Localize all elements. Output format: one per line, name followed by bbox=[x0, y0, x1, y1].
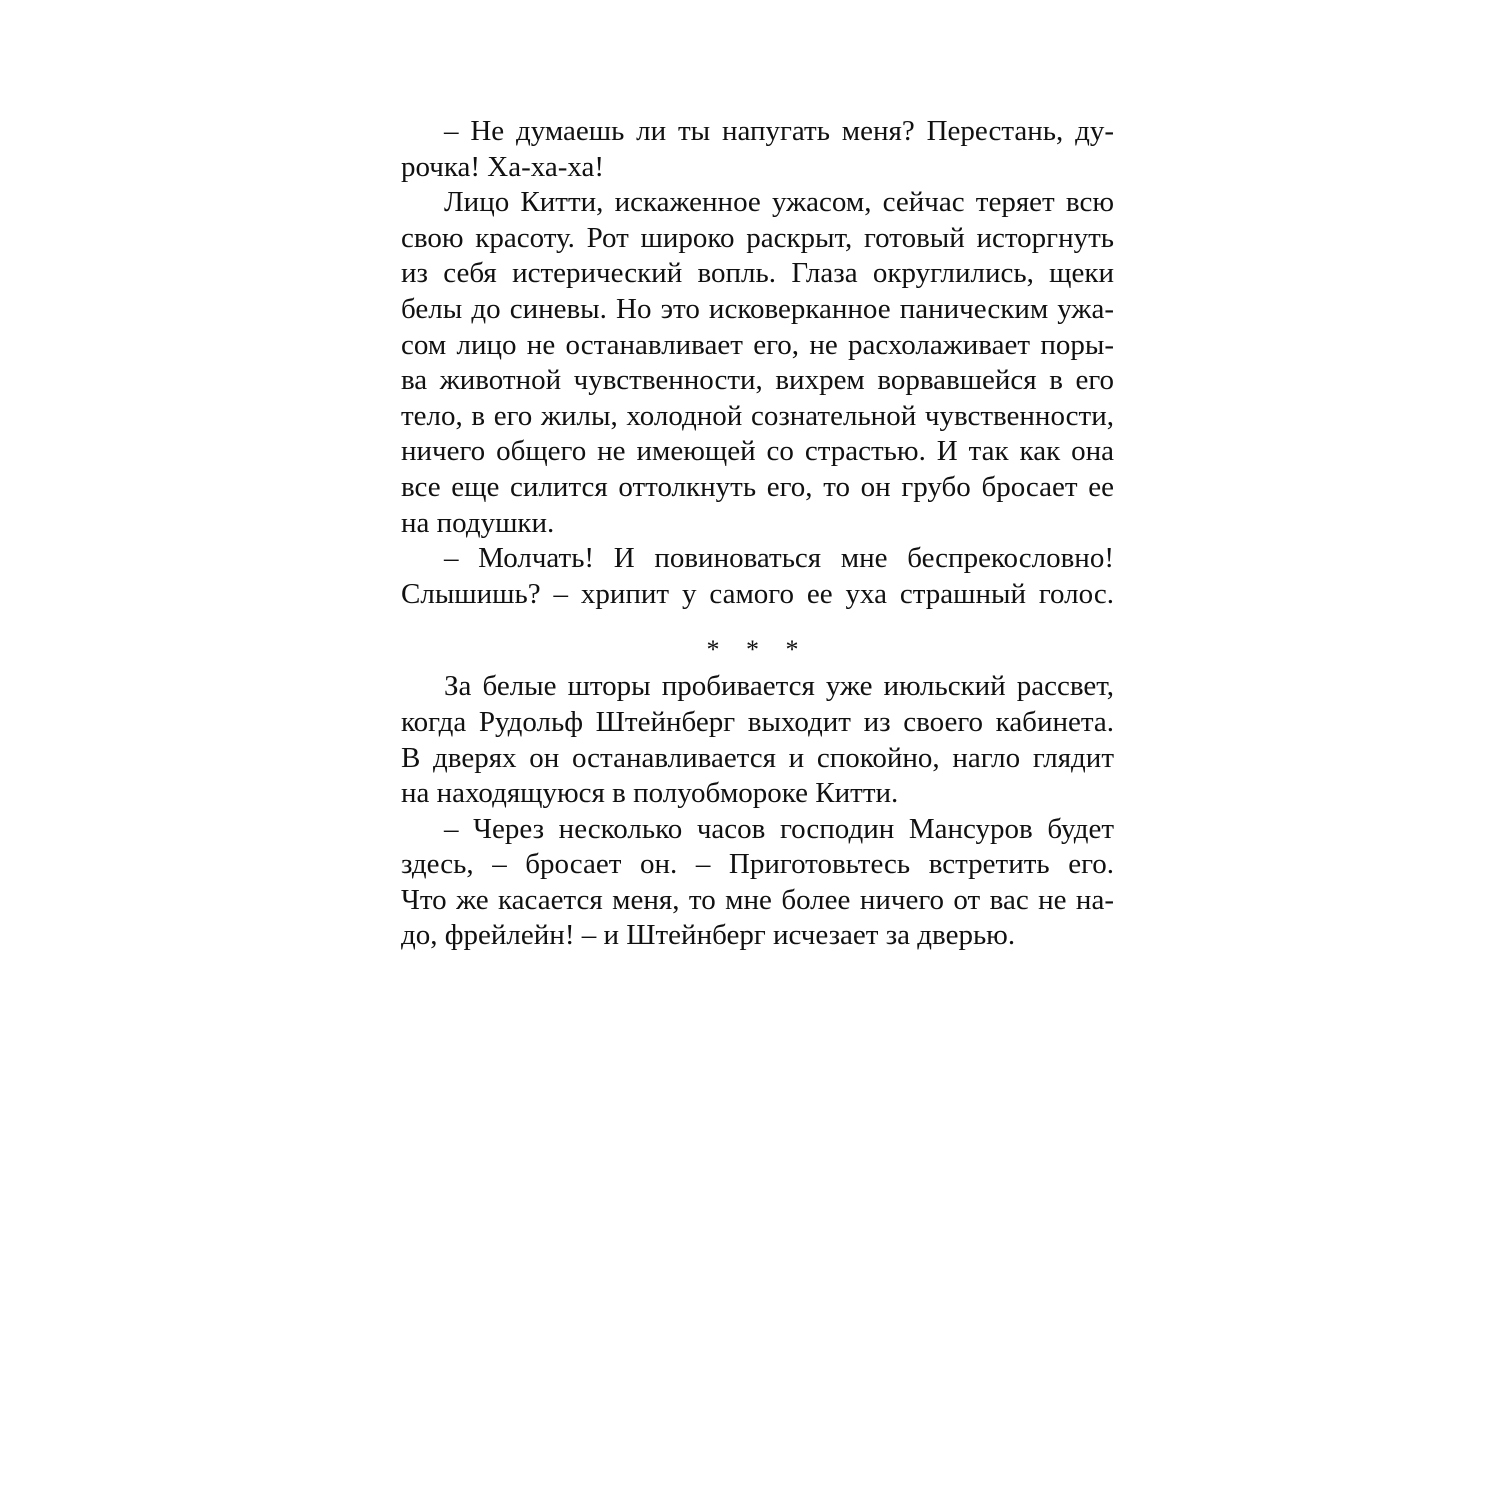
text-line: Что же касается меня, то мне более ничего от вас не на- bbox=[401, 883, 1114, 916]
text-line: здесь, – бросает он. – Приготовьтесь встретить его. bbox=[401, 848, 1114, 881]
text-line: В дверях он останавливается и спокойно, нагло глядит bbox=[401, 741, 1114, 774]
text-line: на находящуюся в полуобмороке Китти. bbox=[401, 777, 899, 810]
text-section-2 bbox=[401, 669, 1114, 954]
text-line: – Не думаешь ли ты напугать меня? Перестань, ду- bbox=[444, 115, 1114, 147]
text-section-1 bbox=[401, 114, 1114, 612]
text-line: до, фрейлейн! – и Штейнберг исчезает за дверью. bbox=[401, 919, 1016, 952]
text-line: тело, в его жилы, холодной сознательной чувственности, bbox=[401, 399, 1114, 432]
text-line: ва животной чувственности, вихрем ворвавшейся в его bbox=[401, 364, 1114, 397]
text-line: на подушки. bbox=[401, 506, 555, 539]
text-line: – Через несколько часов господин Мансуров будет bbox=[444, 812, 1114, 845]
text-line: из себя истерический вопль. Глаза округлились, щеки bbox=[401, 257, 1114, 290]
text-line: Слышишь? – хрипит у самого ее уха страшный голос. bbox=[401, 577, 1114, 610]
page-text bbox=[401, 114, 1114, 954]
text-line: – Молчать! И повиноваться мне беспрекословно! bbox=[444, 542, 1114, 575]
text-line: ничего общего не имеющей со страстью. И так как она bbox=[401, 435, 1114, 468]
section-separator: * * * bbox=[706, 635, 809, 665]
text-line: За белые шторы пробивается уже июльский рассвет, bbox=[444, 670, 1114, 703]
text-line: Лицо Китти, искаженное ужасом, сейчас теряет всю bbox=[444, 186, 1114, 219]
text-line: когда Рудольф Штейнберг выходит из своего кабинета. bbox=[401, 705, 1114, 738]
text-line: белы до синевы. Но это исковерканное паническим ужа- bbox=[401, 292, 1114, 325]
text-line: все еще силится оттолкнуть его, то он грубо бросает ее bbox=[401, 470, 1114, 503]
text-line: рочка! Ха-ха-ха! bbox=[401, 150, 605, 183]
text-line: свою красоту. Рот широко раскрыт, готовый исторгнуть bbox=[401, 221, 1114, 254]
text-line: сом лицо не останавливает его, не расхолаживает поры- bbox=[401, 328, 1114, 361]
